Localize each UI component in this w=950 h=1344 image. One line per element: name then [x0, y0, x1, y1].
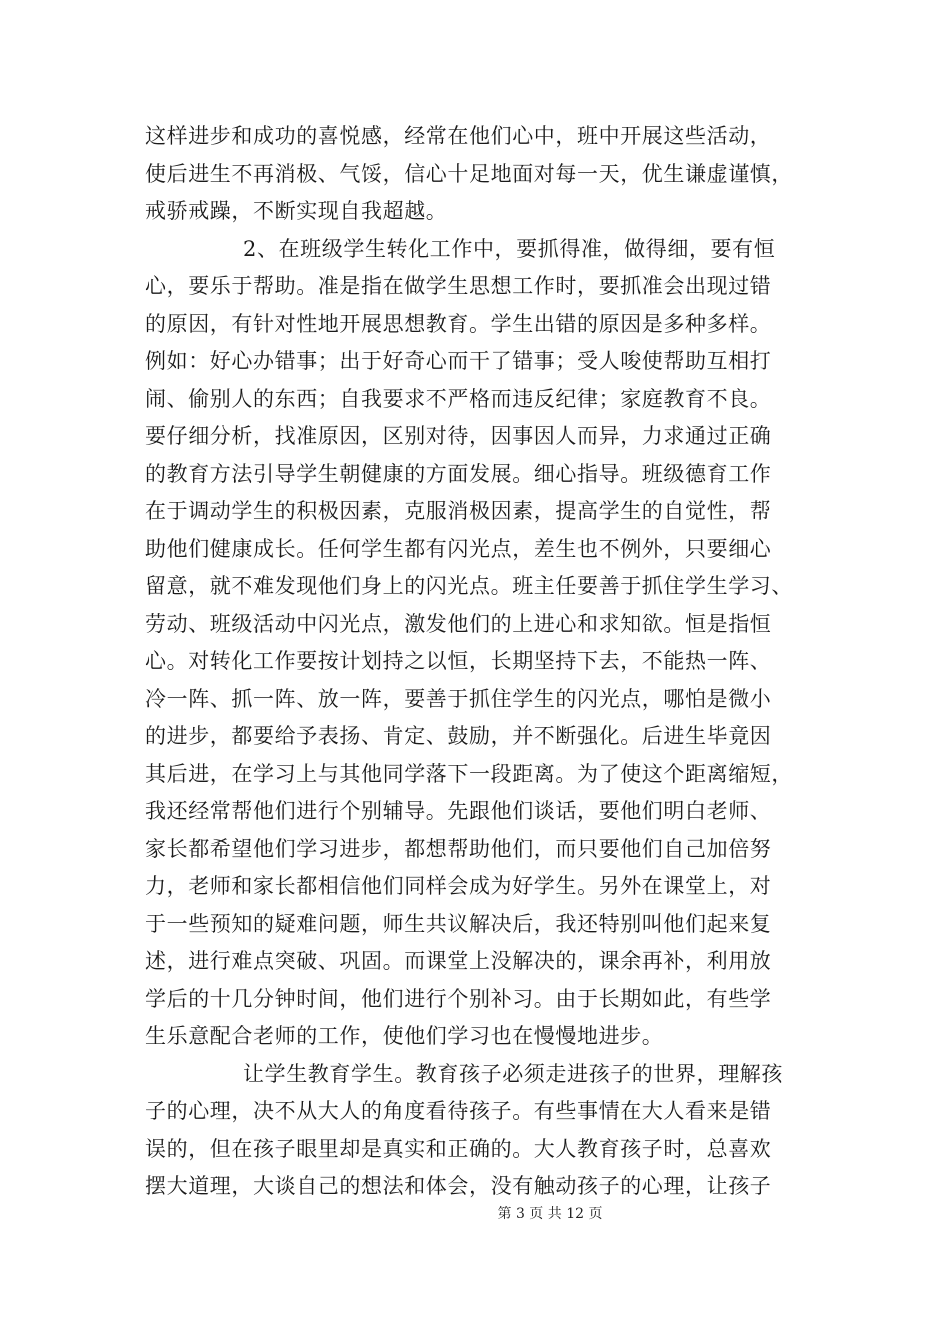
text-line: 心，要乐于帮助。准是指在做学生思想工作时，要抓准会出现过错: [145, 274, 772, 298]
text-line: 于一些预知的疑难问题，师生共议解决后，我还特别叫他们起来复: [145, 911, 772, 936]
text-line: 子的心理，决不从大人的角度看待孩子。有些事情在大人看来是错: [145, 1099, 772, 1123]
text-line: 要仔细分析，找准原因，区别对待，因事因人而异，力求通过正确: [145, 424, 772, 448]
text-line: 在于调动学生的积极因素，克服消极因素，提高学生的自觉性，帮: [145, 499, 772, 523]
text-line: 生乐意配合老师的工作，使他们学习也在慢慢地进步。: [145, 1024, 664, 1048]
text-line: 学后的十几分钟时间，他们进行个别补习。由于长期如此，有些学: [145, 986, 772, 1011]
text-line: 助他们健康成长。任何学生都有闪光点，差生也不例外，只要细心: [145, 536, 772, 561]
text-line: 力，老师和家长都相信他们同样会成为好学生。另外在课堂上，对: [145, 874, 772, 898]
text-line: 摆大道理，大谈自己的想法和体会，没有触动孩子的心理，让孩子: [145, 1174, 772, 1198]
text-line: 冷一阵、抓一阵、放一阵，要善于抓住学生的闪光点，哪怕是微小: [145, 686, 772, 711]
text-line: 闹、偷别人的东西；自我要求不严格而违反纪律；家庭教育不良。: [145, 386, 772, 411]
text-line: 2、在班级学生转化工作中，要抓得准，做得细，要有恒: [243, 236, 776, 261]
text-line: 的进步，都要给予表扬、肯定、鼓励，并不断强化。后进生毕竟因: [145, 724, 772, 748]
page-footer: 第 3 页 共 12 页: [497, 1206, 603, 1222]
text-line: 我还经常帮他们进行个别辅导。先跟他们谈话，要他们明白老师、: [145, 799, 772, 823]
text-line: 劳动、班级活动中闪光点，激发他们的上进心和求知欲。恒是指恒: [145, 611, 772, 636]
text-line: 留意，就不难发现他们身上的闪光点。班主任要善于抓住学生学习、: [145, 574, 793, 598]
text-line: 例如：好心办错事；出于好奇心而干了错事；受人唆使帮助互相打: [145, 349, 772, 373]
text-line: 这样进步和成功的喜悦感，经常在他们心中，班中开展这些活动，: [145, 124, 772, 148]
text-line: 的原因，有针对性地开展思想教育。学生出错的原因是多种多样。: [145, 311, 772, 336]
text-line: 误的，但在孩子眼里却是真实和正确的。大人教育孩子时，总喜欢: [145, 1136, 772, 1161]
text-line: 戒骄戒躁，不断实现自我超越。: [145, 199, 448, 223]
text-line: 述，进行难点突破、巩固。而课堂上没解决的，课余再补，利用放: [145, 949, 772, 973]
text-line: 家长都希望他们学习进步，都想帮助他们，而只要他们自己加倍努: [145, 836, 772, 861]
body-text: [145, 118, 809, 1206]
text-line: 让学生教育学生。教育孩子必须走进孩子的世界，理解孩: [243, 1061, 783, 1086]
text-line: 使后进生不再消极、气馁，信心十足地面对每一天，优生谦虚谨慎，: [145, 161, 793, 186]
text-line: 其后进，在学习上与其他同学落下一段距离。为了使这个距离缩短，: [145, 761, 793, 786]
text-line: 心。对转化工作要按计划持之以恒，长期坚持下去，不能热一阵、: [145, 649, 772, 673]
text-line: 的教育方法引导学生朝健康的方面发展。细心指导。班级德育工作: [145, 461, 772, 486]
